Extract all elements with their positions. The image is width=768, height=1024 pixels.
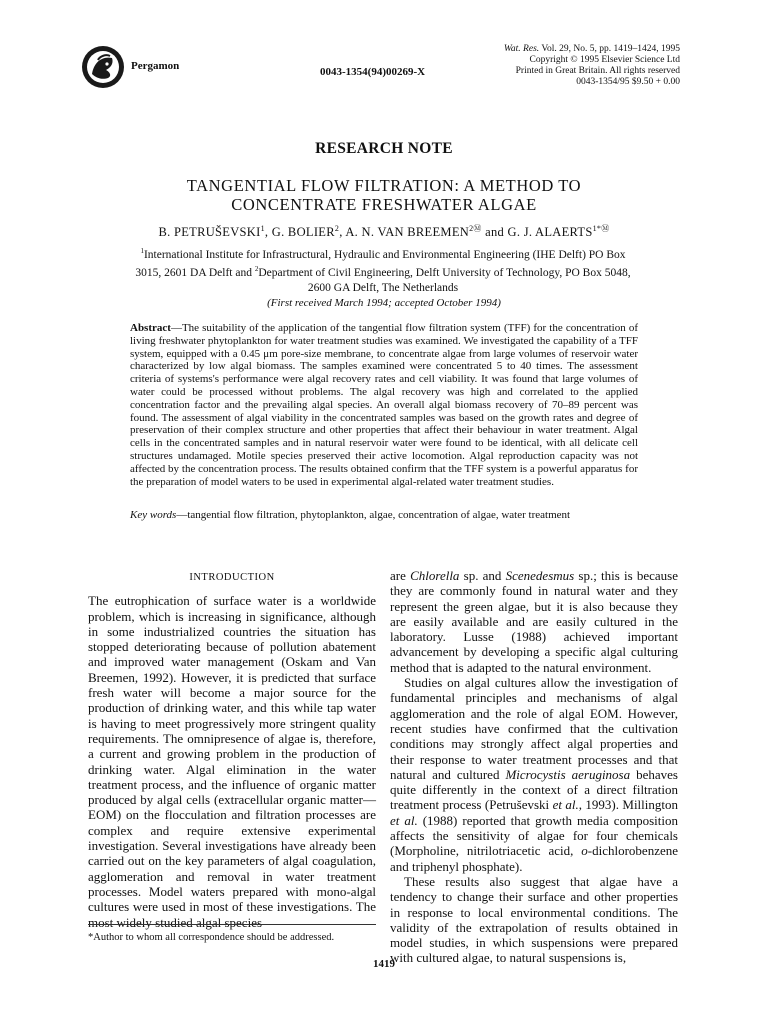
- affil-part-2: Department of Civil Engineering, Delft University of Technology, PO Box 5048, 2600 GA Delft, The Netherlands: [258, 267, 631, 294]
- keywords-label: Key words: [130, 509, 177, 521]
- author-3-sup: 2Ⓜ: [469, 224, 482, 233]
- chem-prefix: o: [581, 843, 588, 859]
- publisher-name: Pergamon: [131, 60, 180, 72]
- article-doi: 0043-1354(94)00269-X: [320, 66, 426, 78]
- left-column: [88, 568, 376, 930]
- text-run: Studies on algal cultures allow the investigation of fundamental principles and mechanisms of algal agglomeration and the role of algal EOM. However, recent studies have confirmed that the cultivation conditions may strongly affect algal properties and their response to water treatment processes and that natural and cultured: [390, 675, 678, 782]
- text-run: sp. and: [459, 568, 506, 583]
- intro-paragraph-1: The eutrophication of surface water is a worldwide problem, which is increasing in significance, although in some industrialized countries the situation has stopped deteriorating because of pollution abatement and improved water management (Oskam and Van Breemen, 1992). However, it is predicted that surface fresh water will become a major source for the production of drinking water, and this while tap water is having to meet progressively more stringent quality requirements. The omnipresence of algae is, therefore, a current and growing problem in the production of drinking water. Algal elimination in the water treatment process, and the influence of organic matter produced by algal cells (extracellular organic matter—EOM) on the flocculation and filtration processes are complex and require extensive experimental investigation. Several investigations have already been carried out on the key parameters of algal coagulation, agglomeration and removal in water treatment processes. Model waters prepared with mono-algal cultures were used in most of these investigations. The most widely studied algal species: [88, 593, 376, 930]
- et-al: et al.: [390, 812, 418, 828]
- species-name: Scenedesmus: [505, 568, 575, 583]
- author-2: , G. BOLIER: [264, 225, 335, 240]
- abstract-text: —The suitability of the application of the tangential flow filtration system (TFF) for the concentration of living freshwater phytoplankton for water treatment studies was examined. We investigated the capability of a TFF system, equipped with a 0.45 μm pore-size membrane, to concentrate algae from large volumes of reservoir water characterized by low algal biomass. The samples examined were concentrated 5 to 40 times. The assessment criteria of systems's performance were algal recovery rates and cell viability. It was found that large volumes of water could be processed without problems. The algal recovery was high and correlated to the applied concentration factor and the prevailing algal species. An overall algal biomass recovery of 70–89 percent was found. The assessment of algal viability in the concentrated samples was based on the growth rates and degree of preservation of their complex structure and other properties that affect their behaviour in water treatment. Algal cells in the concentrated samples and in natural reservoir water were found to be identical, with all delicate cell structures undamaged. Motile species preserved their active locomotion. Algal reproduction capacity was not affected by the concentration process. The results obtained confirm that the TFF system is a powerful apparatus for the preparation of model waters to be used in experimental algal-related water treatment studies.: [130, 322, 638, 488]
- right-column: [390, 568, 678, 966]
- affil-part-1: International Institute for Infrastructural, Hydraulic and Environmental Engineering (IHE Delft) PO Box 3015, 2601 DA Delft and: [135, 248, 626, 280]
- keywords: [130, 509, 638, 521]
- section-label: RESEARCH NOTE: [315, 140, 453, 157]
- title-line-1: TANGENTIAL FLOW FILTRATION: A METHOD TO: [186, 176, 582, 195]
- footnote-divider: [88, 924, 376, 925]
- species-name: Microcystis aeruginosa: [505, 766, 631, 782]
- affil-sup-2: 2: [254, 265, 259, 274]
- page-number: 1419: [373, 958, 395, 970]
- species-name: Chlorella: [410, 568, 460, 583]
- title-line-2: CONCENTRATE FRESHWATER ALGAE: [231, 195, 537, 214]
- received-dates: (First received March 1994; accepted October 1994): [267, 297, 501, 309]
- text-run: (1988) reported that growth media composition affects the sensitivity of algae for four chemicals (Morpholine, nitrilotriacetic acid,: [390, 812, 678, 859]
- right-paragraph-3: These results also suggest that algae have a tendency to change their surface and other properties in response to local environmental conditions. The validity of the extrapolation of results obtained in model studies, in which suspensions were prepared with cultured algae, to natural suspensions is,: [390, 873, 678, 966]
- abstract: [130, 322, 638, 488]
- right-paragraph-2: [390, 675, 678, 874]
- journal-volume-line: [440, 44, 680, 55]
- copyright-line: Copyright © 1995 Elsevier Science Ltd: [529, 55, 680, 65]
- author-3: , A. N. VAN BREEMEN: [339, 225, 470, 240]
- text-run: behaves quite differently in the context of a direct filtration treatment process (Petruševski: [390, 766, 678, 813]
- affil-sup-1: 1: [140, 247, 144, 255]
- journal-ref: Wat. Res.: [503, 44, 540, 54]
- author-4: and G. J. ALAERTS: [481, 225, 593, 240]
- printed-line: Printed in Great Britain. All rights reserved: [515, 66, 680, 76]
- author-2-sup: 2: [334, 224, 340, 233]
- keywords-text: —tangential flow filtration, phytoplankton, algae, concentration of algae, water treatment: [176, 509, 571, 521]
- abstract-label: Abstract: [130, 322, 171, 334]
- footnote: *Author to whom all correspondence should be addressed.: [88, 932, 335, 943]
- text-run: , 1993). Millington: [578, 797, 678, 813]
- et-al: et al.: [552, 797, 579, 813]
- pergamon-logo: [80, 44, 126, 90]
- text-run: -dichlorobenzene and triphenyl phosphate).: [390, 843, 678, 874]
- author-1-sup: 1: [260, 224, 265, 233]
- affiliations: [128, 244, 638, 295]
- author-4-sup: 1*Ⓜ: [592, 224, 610, 233]
- author-list: [0, 223, 768, 240]
- journal-volume: Vol. 29, No. 5, pp. 1419–1424, 1995: [539, 44, 680, 54]
- issn-line: 0043-1354/95 $9.50 + 0.00: [576, 77, 680, 87]
- paper-title: [0, 176, 768, 214]
- right-paragraph-1: [390, 568, 678, 675]
- author-1: B. PETRUŠEVSKI: [158, 225, 261, 240]
- text-run: are: [390, 568, 411, 583]
- introduction-heading: INTRODUCTION: [189, 572, 275, 583]
- text-run: sp.; this is because they are commonly found in natural water and they represent the green algae, but it is also because they are easily available and are easily cultured in the laboratory. Lusse (1988) achieved important advancement by developing a specific algal culturing method that is adapted to the natural environment.: [390, 568, 678, 675]
- journal-info: [440, 44, 680, 88]
